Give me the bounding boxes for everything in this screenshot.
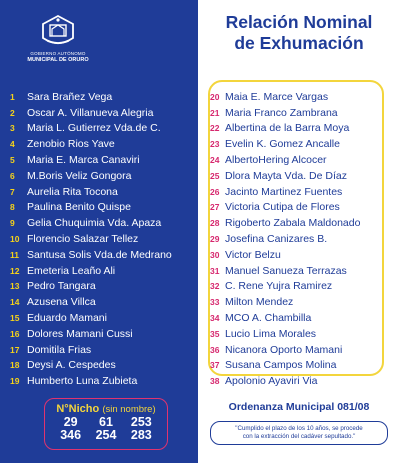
item-number: 9 (10, 218, 15, 229)
nicho-number: 346 (60, 428, 82, 442)
item-number: 25 (210, 170, 220, 181)
municipal-emblem-icon (40, 14, 76, 50)
nicho-number-grid (53, 416, 159, 442)
item-number: 32 (210, 281, 220, 292)
list-item (10, 152, 195, 168)
item-name: Josefina Canizares B. (225, 233, 328, 246)
item-name: Humberto Luna Zubieta (27, 375, 138, 388)
list-item (10, 121, 195, 137)
nicho-label: N°Nicho (56, 403, 100, 415)
list-item (10, 310, 195, 326)
item-number: 23 (210, 139, 220, 150)
item-number: 33 (210, 297, 220, 308)
item-name: Zenobio Rios Yave (27, 138, 115, 151)
item-name: Paulina Benito Quispe (27, 201, 131, 214)
list-item (210, 152, 390, 168)
item-number: 29 (210, 234, 220, 245)
list-item (10, 247, 195, 263)
list-item (10, 231, 195, 247)
item-number: 3 (10, 123, 15, 134)
nicho-number: 253 (130, 415, 152, 429)
item-number: 2 (10, 107, 15, 118)
item-name: Albertina de la Barra Moya (225, 122, 350, 135)
item-number: 11 (10, 249, 19, 260)
item-number: 15 (10, 313, 20, 324)
list-item (10, 294, 195, 310)
item-name: Nicanora Oporto Mamani (225, 343, 343, 356)
item-number: 28 (210, 218, 220, 229)
title-line2: de Exhumación (234, 33, 364, 53)
item-name: Emeteria Leaño Ali (27, 264, 116, 277)
list-item (10, 342, 195, 358)
list-item (10, 373, 195, 389)
list-item (10, 184, 195, 200)
item-name: Jacinto Martinez Fuentes (225, 185, 343, 198)
item-name: M.Boris Veliz Gongora (27, 169, 132, 182)
list-item (210, 373, 390, 389)
item-name: Oscar A. Villanueva Alegria (27, 106, 154, 119)
item-number: 7 (10, 186, 15, 197)
item-number: 21 (210, 107, 220, 118)
nicho-title (45, 403, 167, 415)
item-name: Gelia Chuquimia Vda. Apaza (27, 217, 162, 230)
nicho-sublabel: (sin nombre) (102, 404, 156, 415)
item-name: Milton Mendez (225, 296, 294, 309)
left-name-list (10, 89, 195, 389)
list-item (10, 326, 195, 342)
nicho-number: 283 (130, 428, 152, 442)
item-number: 13 (10, 281, 20, 292)
item-number: 10 (10, 234, 20, 245)
list-item (210, 89, 390, 105)
list-item (10, 200, 195, 216)
list-item (210, 294, 390, 310)
item-name: Aurelia Rita Tocona (27, 185, 118, 198)
list-item (10, 136, 195, 152)
item-name: Dolores Mamani Cussi (27, 327, 133, 340)
item-name: Maria L. Gutierrez Vda.de C. (27, 122, 161, 135)
item-number: 20 (210, 91, 220, 102)
item-number: 22 (210, 123, 220, 134)
item-number: 26 (210, 186, 220, 197)
item-name: Maria E. Marca Canaviri (27, 154, 140, 167)
list-item (210, 326, 390, 342)
item-name: C. Rene Yujra Ramirez (225, 280, 333, 293)
item-number: 12 (10, 265, 20, 276)
item-number: 5 (10, 155, 15, 166)
item-name: Apolonio Ayaviri Via (225, 375, 318, 388)
list-item (10, 215, 195, 231)
list-item (210, 342, 390, 358)
list-item (210, 200, 390, 216)
municipal-logo (18, 14, 98, 63)
item-name: Domitila Frias (27, 343, 92, 356)
list-item (210, 358, 390, 374)
item-number: 24 (210, 155, 220, 166)
ordenanza-quote (210, 421, 388, 445)
logo-text-line1: GOBIERNO AUTÓNOMO (30, 51, 86, 56)
nicho-number: 61 (99, 415, 113, 429)
item-name: Victoria Cutipa de Flores (225, 201, 340, 214)
ordenanza-title: Ordenanza Municipal 081/08 (228, 401, 370, 413)
item-name: Sara Brañez Vega (27, 90, 113, 103)
item-name: Eduardo Mamani (27, 312, 107, 325)
item-name: Pedro Tangara (27, 280, 96, 293)
list-item (210, 247, 390, 263)
list-item (10, 168, 195, 184)
item-name: AlbertoHering Alcocer (225, 154, 327, 167)
item-name: Victor Belzu (225, 248, 281, 261)
list-item (10, 89, 195, 105)
item-name: Azusena Villca (27, 296, 96, 309)
list-item (210, 263, 390, 279)
list-item (210, 310, 390, 326)
item-name: Deysi A. Cespedes (27, 359, 116, 372)
list-item (210, 168, 390, 184)
item-name: Lucio Lima Morales (225, 327, 317, 340)
quote-line2: con la extracción del cadáver sepultado." (242, 433, 356, 440)
item-number: 18 (10, 360, 20, 371)
list-item (210, 279, 390, 295)
list-item (210, 105, 390, 121)
list-item (10, 358, 195, 374)
item-name: Dlora Mayta Vda. De Díaz (225, 169, 347, 182)
item-number: 6 (10, 170, 15, 181)
item-name: Santusa Solis Vda.de Medrano (27, 248, 172, 261)
item-name: Susana Campos Molina (225, 359, 337, 372)
item-name: Evelin K. Gomez Ancalle (225, 138, 340, 151)
item-name: Maria Franco Zambrana (225, 106, 338, 119)
item-number: 30 (210, 249, 220, 260)
item-name: Manuel Sanueza Terrazas (225, 264, 347, 277)
item-number: 16 (10, 328, 20, 339)
item-number: 38 (210, 376, 220, 387)
list-item (210, 121, 390, 137)
item-number: 31 (210, 265, 220, 276)
list-item (210, 184, 390, 200)
item-number: 37 (210, 360, 220, 371)
item-number: 27 (210, 202, 220, 213)
item-number: 14 (10, 297, 20, 308)
list-item (210, 136, 390, 152)
list-item (10, 105, 195, 121)
item-name: Rigoberto Zabala Maldonado (225, 217, 361, 230)
item-number: 35 (210, 328, 220, 339)
nicho-box (44, 398, 168, 450)
item-name: Maia E. Marce Vargas (225, 90, 329, 103)
item-number: 36 (210, 344, 220, 355)
nicho-number: 29 (63, 415, 78, 429)
item-number: 34 (210, 313, 220, 324)
item-number: 8 (10, 202, 15, 213)
list-item (210, 215, 390, 231)
item-name: MCO A. Chambilla (225, 312, 312, 325)
list-item (210, 231, 390, 247)
list-item (10, 263, 195, 279)
list-item (10, 279, 195, 295)
page-title (198, 12, 400, 54)
right-name-list (210, 89, 390, 389)
title-line1: Relación Nominal (225, 12, 373, 32)
item-name: Florencio Salazar Tellez (27, 233, 139, 246)
logo-text-line2: MUNICIPAL DE ORURO (27, 57, 89, 63)
item-number: 19 (10, 376, 20, 387)
item-number: 1 (10, 91, 15, 102)
quote-line1: "Cumplido el plazo de los 10 años, se procede (235, 425, 363, 432)
item-number: 17 (10, 344, 20, 355)
nicho-number: 254 (95, 428, 117, 442)
item-number: 4 (10, 139, 15, 150)
